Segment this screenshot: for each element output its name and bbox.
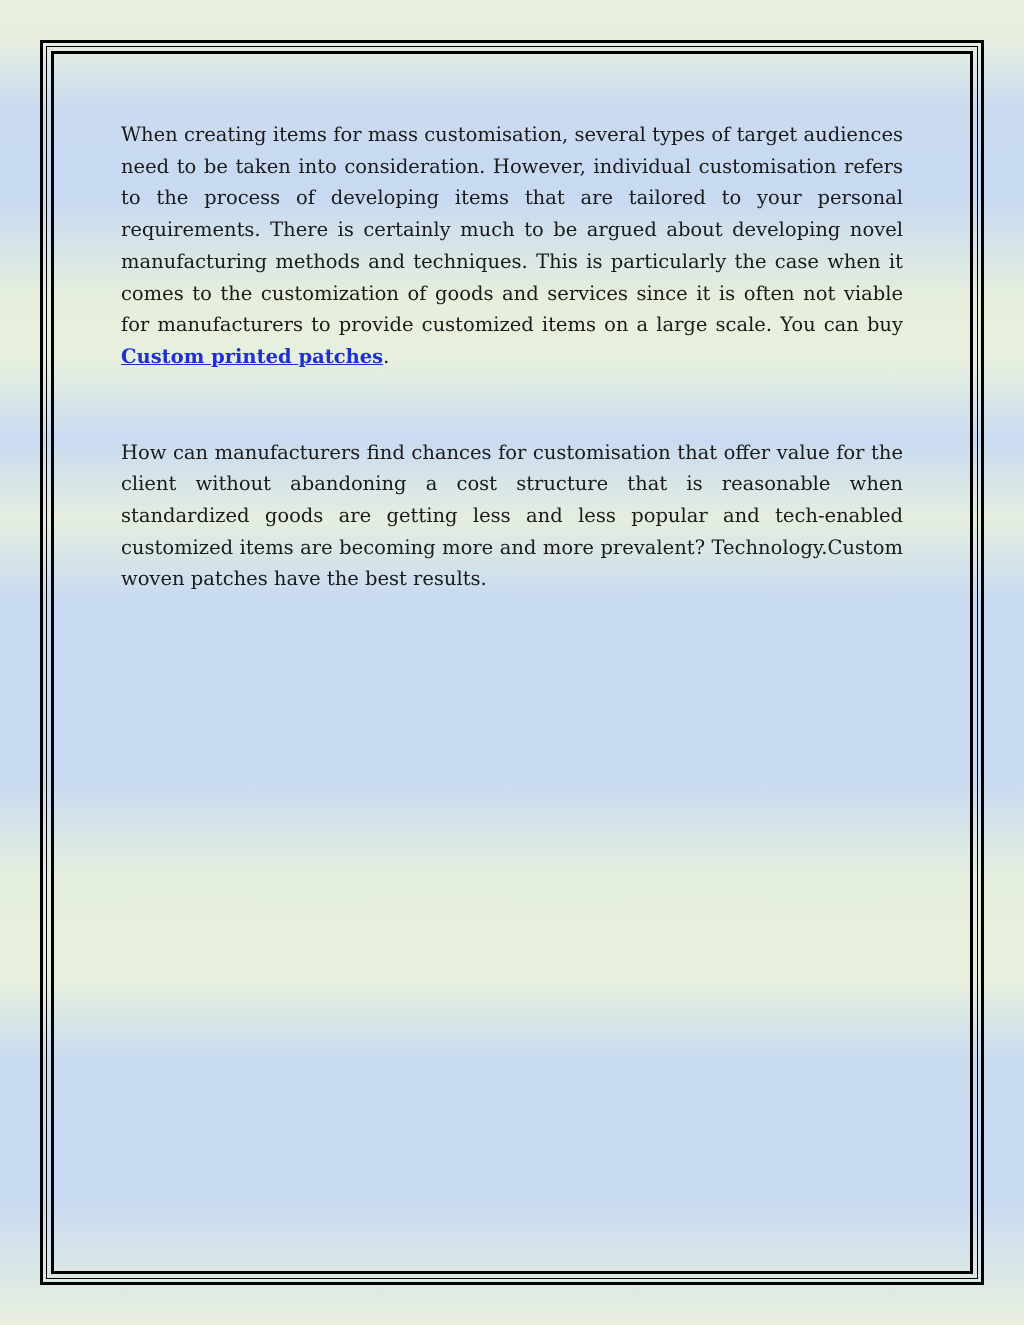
paragraph-1-suffix: . — [383, 344, 390, 368]
paragraph-2: How can manufacturers find chances for customisation that offer value for the client without abandoning a cost structure that is reasonable when standardized goods are getting less and less popular and tech-enabled customized items are becoming more and more prevalent? Technology.Custom woven patches have the best results. — [121, 440, 903, 591]
custom-printed-patches-link[interactable]: Custom printed patches — [121, 344, 384, 368]
paragraph-1-text: When creating items for mass customisation, several types of target audiences need to be taken into consideration. However, individual customisation refers to the process of developing items that are tailored to your personal requirements. There is certainly much to be argued about developing novel manufacturing methods and techniques. This is particularly the case when it comes to the customization of goods and services since it is often not viable for manufacturers to provide customized items on a large scale. You can buy — [121, 123, 903, 337]
document-body — [121, 119, 903, 595]
paragraph-1 — [121, 119, 903, 373]
